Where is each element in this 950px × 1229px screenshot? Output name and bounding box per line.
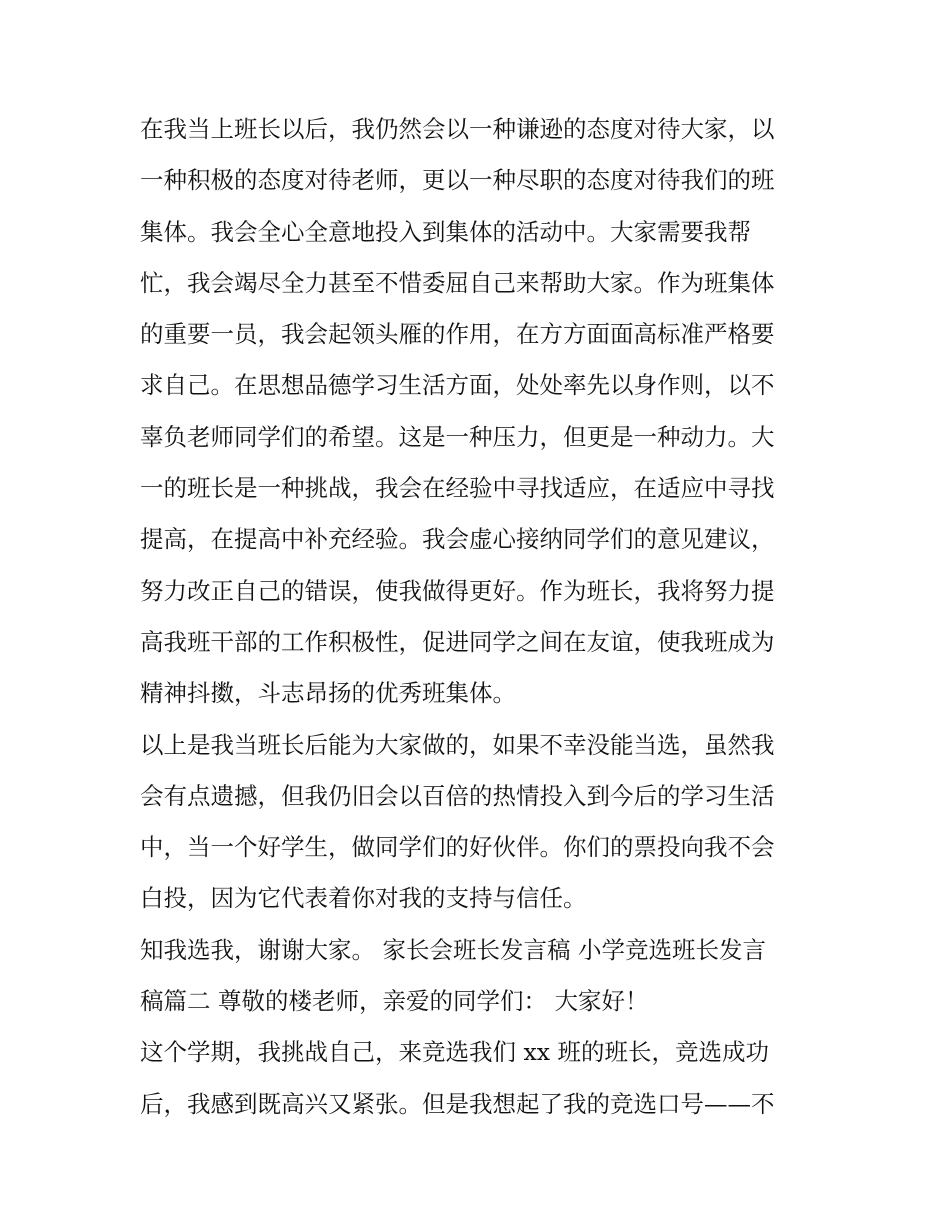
text-line: 会有点遗撼，但我仍旧会以百倍的热情投入到今后的学习生活 [140,781,775,810]
text-line: 白投，因为它代表着你对我的支持与信任。 [140,884,587,913]
text-line: 高我班干部的工作积极性，促进同学之间在友谊，使我班成为 [140,627,775,656]
text-line: 忙，我会竭尽全力甚至不惜委屈自己来帮助大家。作为班集体 [140,268,775,297]
text-line: 一的班长是一种挑战，我会在经验中寻找适应，在适应中寻找 [140,474,775,503]
text-line: 努力改正自己的错误，使我做得更好。作为班长，我将努力提 [140,576,775,605]
text-line: 集体。我会全心全意地投入到集体的活动中。大家需要我帮 [140,217,751,246]
text-line: 在我当上班长以后，我仍然会以一种谦逊的态度对待大家，以 [140,115,775,143]
text-line: 一种积极的态度对待老师，更以一种尽职的态度对待我们的班 [140,166,775,195]
text-line: 这个学期，我挑战自己，来竞选我们 xx 班的班长，竞选成功 [140,1038,769,1067]
document-body [140,104,820,1130]
text-line: 求自己。在思想品德学习生活方面，处处率先以身作则，以不 [140,371,775,400]
text-line: 稿篇二 尊敬的楼老师，亲爱的同学们： 大家好！ [140,987,649,1016]
text-line: 中，当一个好学生，做同学们的好伙伴。你们的票投向我不会 [140,833,775,862]
text-line: 提高，在提高中补充经验。我会虚心接纳同学们的意见建议， [140,525,775,554]
text-line: 后，我感到既高兴又紧张。但是我想起了我的竞选口号——不 [140,1089,775,1118]
text-line: 以上是我当班长后能为大家做的，如果不幸没能当选，虽然我 [140,730,775,759]
text-line: 精神抖擞，斗志昂扬的优秀班集体。 [140,679,516,708]
text-line: 知我选我，谢谢大家。 家长会班长发言稿 小学竞选班长发言 [140,935,766,964]
text-line: 的重要一员，我会起领头雁的作用，在方方面面高标准严格要 [140,320,775,349]
text-line: 辜负老师同学们的希望。这是一种压力，但更是一种动力。大 [140,422,775,451]
